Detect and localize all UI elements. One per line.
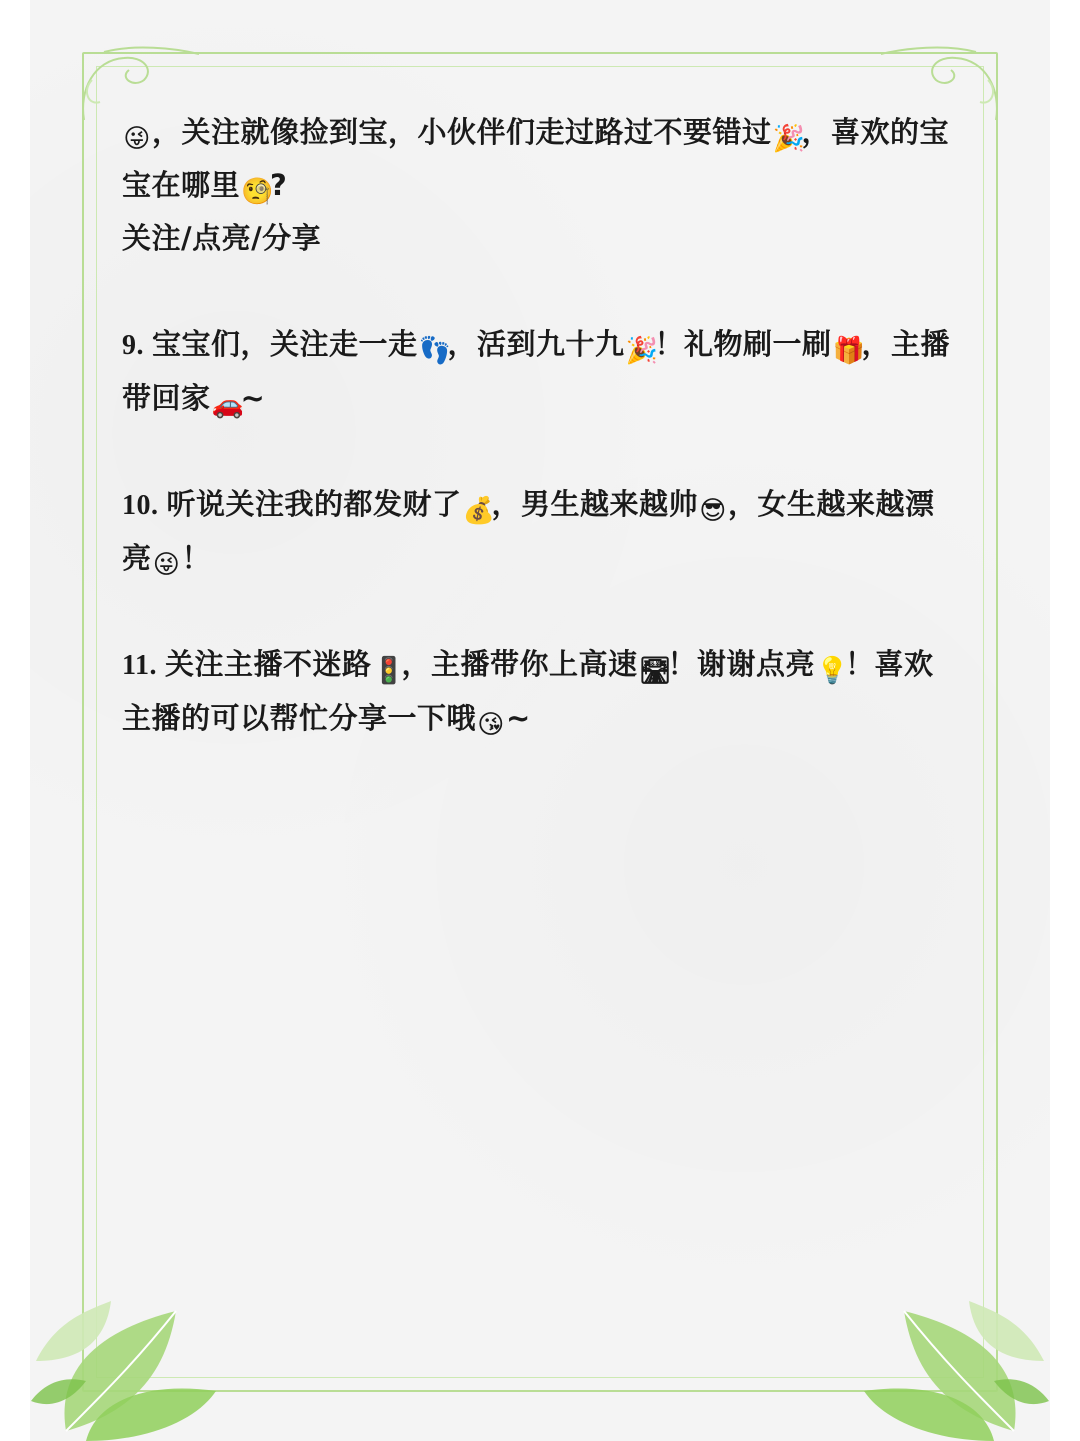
item-text: ~ [506, 701, 531, 735]
item-text: ！谢谢点亮 [667, 647, 816, 681]
light-bulb-icon: 💡 [816, 656, 849, 686]
monocle-face-icon: 🧐 [241, 177, 274, 207]
item-text: 听说关注我的都发财了 [166, 487, 462, 521]
item-text: ，活到九十九 [447, 327, 625, 361]
list-item [122, 106, 962, 212]
item-text: ，男生越来越帅 [491, 487, 699, 521]
item-number: 10. [122, 490, 159, 521]
party-popper-icon: 🎉 [625, 336, 659, 366]
action-line: 关注/点亮/分享 [122, 221, 322, 255]
item-text: ，关注就像捡到宝，小伙伴们走过路过不要错过 [152, 115, 772, 149]
item-text: ，主播带你上高速 [401, 647, 638, 681]
winking-tongue-icon: 😜 [123, 124, 151, 154]
gift-icon: 🎁 [832, 336, 866, 366]
party-popper-icon: 🎉 [772, 124, 806, 154]
item-text: ！礼物刷一刷 [654, 327, 832, 361]
item-text: 关注主播不迷路 [164, 647, 372, 681]
item-text: ！喜欢主播的可以帮忙分享一下哦 [122, 647, 934, 735]
item-text: ！ [181, 541, 212, 575]
list-item [122, 638, 962, 745]
item-text: ，主播带回家 [122, 327, 951, 415]
leaves-decoration-icon [26, 1241, 246, 1441]
traffic-light-icon: 🚦 [372, 656, 406, 686]
item-text: 宝宝们，关注走一走 [152, 327, 418, 361]
paragraph-gap [122, 585, 962, 638]
list-item [122, 478, 962, 585]
paragraph-gap [122, 425, 962, 478]
item-text: ? [270, 168, 288, 202]
car-icon: 🚗 [211, 390, 245, 420]
leaves-decoration-icon [834, 1241, 1054, 1441]
money-bag-icon: 💰 [462, 496, 496, 526]
item-text: ，女生越来越漂亮 [122, 487, 935, 575]
item-text: ，喜欢的宝宝在哪里 [122, 115, 950, 202]
footprints-icon: 👣 [418, 336, 452, 366]
paragraph-gap [122, 265, 962, 318]
motorway-icon: 🛣 [638, 656, 673, 686]
list-item [122, 318, 962, 425]
content-body [122, 106, 962, 745]
sunglasses-face-icon: 😎 [699, 496, 727, 526]
item-number: 11. [122, 650, 157, 681]
kissing-face-icon: 😘 [477, 710, 505, 740]
item-number: 9. [122, 330, 144, 361]
item-text: ~ [240, 381, 266, 415]
winking-tongue-icon: 😜 [152, 550, 181, 580]
